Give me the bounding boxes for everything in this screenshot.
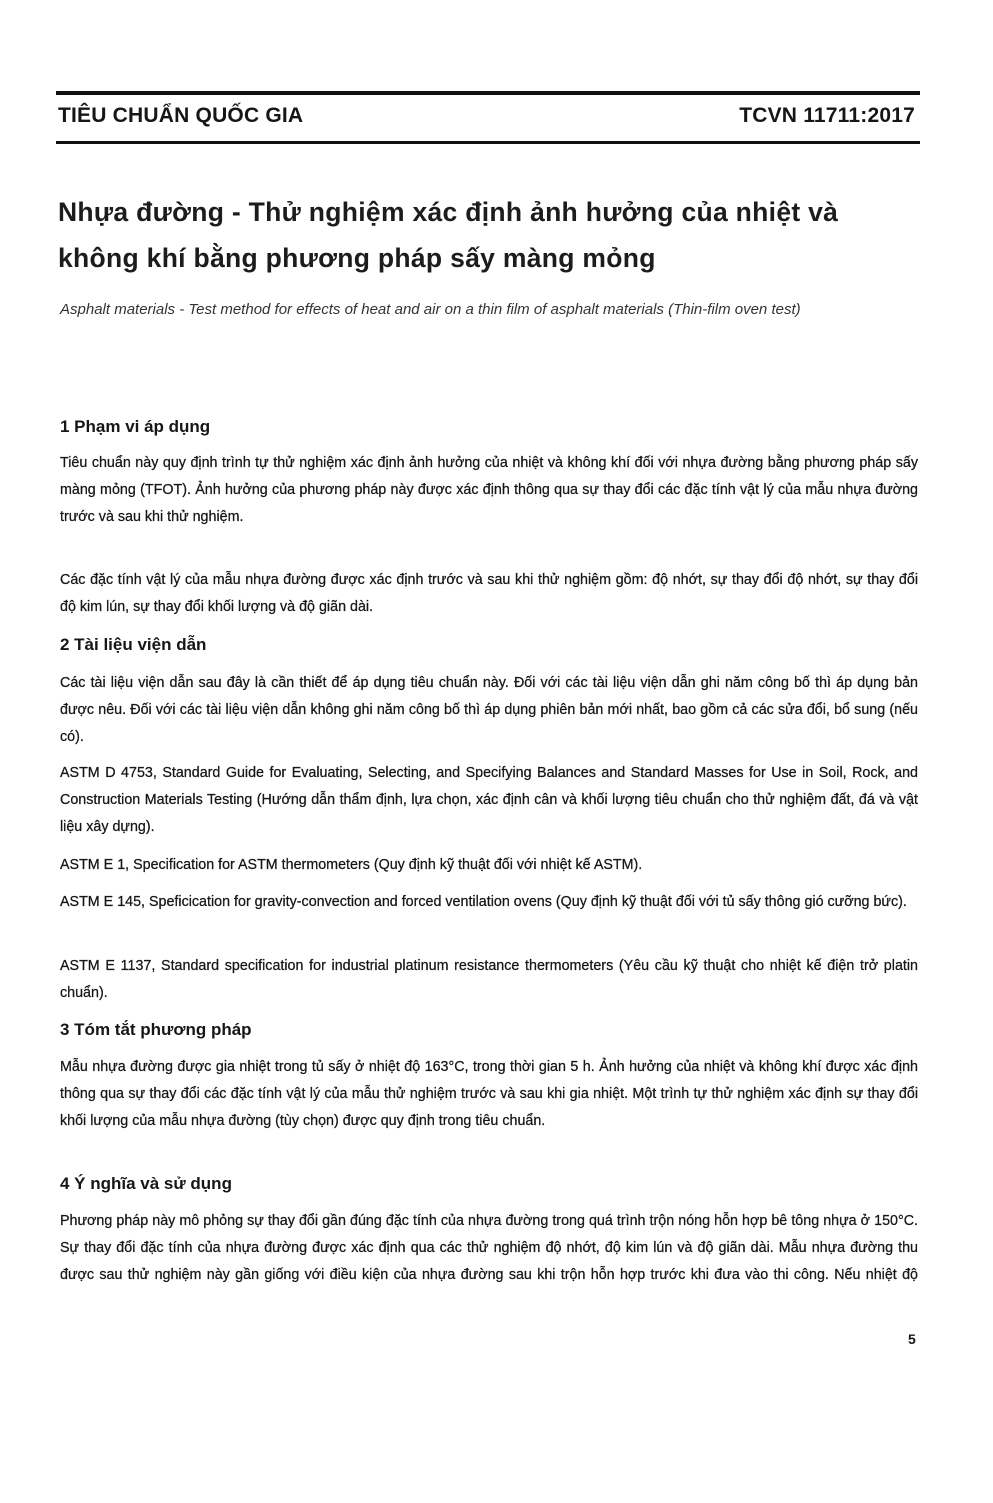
paragraph: Tiêu chuẩn này quy định trình tự thử nghiệm xác định ảnh hưởng của nhiệt và không khí đối với nhựa đường bằng phương pháp sấy màng mỏng (TFOT). Ảnh hưởng của phương pháp này được xác định thông qua sự thay đổi các đặc tính vật lý của mẫu nhựa đường trước và sau khi thử nghiệm. (60, 455, 918, 525)
page-number: 5 (908, 1331, 916, 1347)
section-heading-references: 2 Tài liệu viện dẫn (60, 635, 207, 654)
document-title: Nhựa đường - Thử nghiệm xác định ảnh hưởng của nhiệt và không khí bằng phương pháp sấy màng mỏng (58, 197, 839, 273)
paragraph: Phương pháp này mô phỏng sự thay đổi gần đúng đặc tính của nhựa đường trong quá trình trộn nóng hỗn hợp bê tông nhựa ở 150°C. Sự thay đổi đặc tính của nhựa đường được xác định qua các thử nghiệm độ nhớt, độ kim lún và độ giãn dài. Mẫu nhựa đường thu được sau thử nghiệm này gần giống với điều kiện của nhựa đường sau khi trộn hỗn hợp trước khi đưa vào thi công. Nếu nhiệt độ (60, 1213, 918, 1283)
reference-item: ASTM E 1, Specification for ASTM thermometers (Quy định kỹ thuật đối với nhiệt kế ASTM). (60, 857, 643, 873)
section-heading-scope: 1 Phạm vi áp dụng (60, 417, 211, 436)
section-heading-summary: 3 Tóm tắt phương pháp (60, 1020, 252, 1039)
reference-item: ASTM D 4753, Standard Guide for Evaluating, Selecting, and Specifying Balances and Standard Masses for Use in Soil, Rock, and Construction Materials Testing (Hướng dẫn thẩm định, lựa chọn, xác định cân và khối lượng tiêu chuẩn cho thử nghiệm đất, đá và vật liệu xây dựng). (60, 765, 918, 835)
reference-item: ASTM E 145, Speficication for gravity-convection and forced ventilation ovens (Quy định kỹ thuật đối với tủ sấy thông gió cưỡng bức). (60, 894, 907, 910)
paragraph: Mẫu nhựa đường được gia nhiệt trong tủ sấy ở nhiệt độ 163°C, trong thời gian 5 h. Ảnh hưởng của nhiệt và không khí được xác định thông qua sự thay đổi các đặc tính vật lý của mẫu thử nghiệm trước và sau khi gia nhiệt. Một trình tự thử nghiệm xác định sự thay đổi khối lượng của mẫu nhựa đường (tùy chọn) được quy định trong tiêu chuẩn. (60, 1059, 918, 1129)
header-top-rule (56, 91, 920, 95)
document-subtitle-english: Asphalt materials - Test method for effects of heat and air on a thin film of asphalt materials (Thin-film oven test) (60, 301, 801, 318)
header-standard-number: TCVN 11711:2017 (739, 104, 915, 127)
header-standard-type: TIÊU CHUẨN QUỐC GIA (58, 104, 304, 127)
section-heading-significance: 4 Ý nghĩa và sử dụng (60, 1174, 232, 1193)
paragraph: Các tài liệu viện dẫn sau đây là cần thiết để áp dụng tiêu chuẩn này. Đối với các tài liệu viện dẫn ghi năm công bố thì áp dụng bản được nêu. Đối với các tài liệu viện dẫn không ghi năm công bố thì áp dụng phiên bản mới nhất, bao gồm cả các sửa đổi, bổ sung (nếu có). (60, 675, 918, 745)
paragraph: Các đặc tính vật lý của mẫu nhựa đường được xác định trước và sau khi thử nghiệm gồm: độ nhớt, sự thay đổi độ nhớt, sự thay đổi độ kim lún, sự thay đổi khối lượng và độ giãn dài. (60, 572, 918, 615)
reference-item: ASTM E 1137, Standard specification for industrial platinum resistance thermometers (Yêu cầu kỹ thuật cho nhiệt kế điện trở platin chuẩn). (60, 958, 918, 1001)
header-bottom-rule (56, 141, 920, 144)
